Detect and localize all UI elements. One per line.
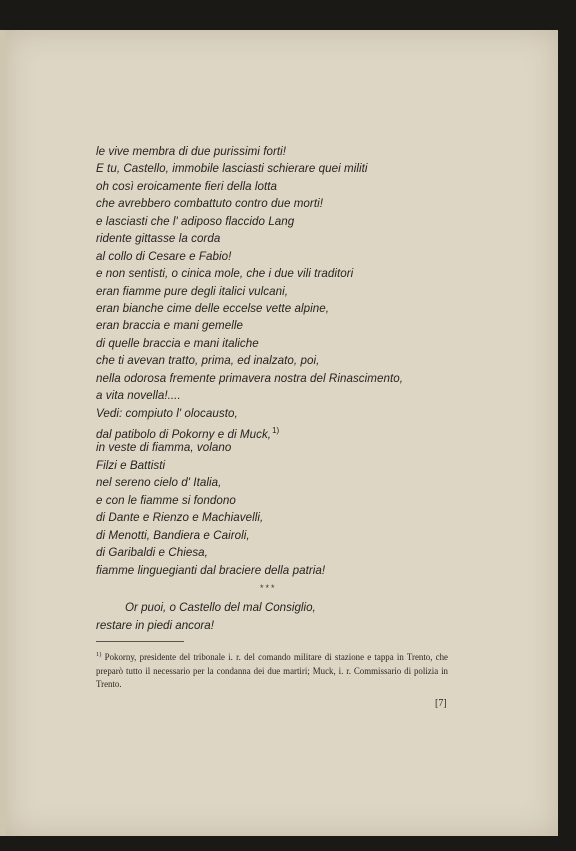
poem-line: al collo di Cesare e Fabio! (96, 249, 232, 263)
poem-line: eran braccia e mani gemelle (96, 319, 243, 333)
closing-line: Or puoi, o Castello del mal Consiglio, (125, 601, 316, 614)
poem-line: e con le fiamme si fondono (96, 493, 236, 507)
footnote-mark: 1) (96, 651, 102, 658)
poem-stanza (96, 143, 536, 579)
poem-line: di Menotti, Bandiera e Cairoli, (96, 528, 250, 542)
poem-line: Filzi e Battisti (96, 458, 166, 472)
poem-line: di quelle braccia e mani italiche (96, 336, 259, 350)
closing-line: restare in piedi ancora! (96, 618, 214, 632)
poem-line: che ti avevan tratto, prima, ed inalzato, poi, (96, 354, 320, 368)
poem-line: che avrebbero combattuto contro due morti! (96, 197, 324, 211)
poem-line: nel sereno cielo d' Italia, (96, 476, 222, 490)
poem-line: e lasciasti che l' adiposo flaccido Lang (96, 214, 295, 228)
closing-stanza (96, 599, 536, 634)
footnote-reference[interactable]: 1) (272, 426, 280, 435)
poem-line: eran bianche cime delle eccelse vette alpine, (96, 301, 329, 315)
poem-line: in veste di fiamma, volano (96, 441, 232, 455)
poem-line: e non sentisti, o cinica mole, che i due vili traditori (96, 267, 354, 281)
footnote-divider (96, 641, 184, 642)
poem-line: di Garibaldi e Chiesa, (96, 546, 208, 560)
poem-line: E tu, Castello, immobile lasciasti schierare quei militi (96, 162, 368, 176)
section-separator: *** (260, 583, 277, 593)
page-number: [7] (435, 698, 447, 709)
poem-line: nella odorosa fremente primavera nostra del Rinascimento, (96, 371, 404, 385)
poem-line: le vive membra di due purissimi forti! (96, 145, 287, 158)
footnote-text: Pokorny, presidente del tribonale i. r. del comando militare di stazione e tappa in Trento, che preparò tutto il necessario per la condanna dei due martiri; Muck, i. r. Commissario di polizia in Trento. (96, 651, 448, 690)
poem-line: fiamme linguegianti dal braciere della patria! (96, 563, 326, 577)
footnote (96, 648, 448, 692)
poem-line: Vedi: compiuto l' olocausto, (96, 406, 238, 420)
poem-line: di Dante e Rienzo e Machiavelli, (96, 511, 264, 525)
poem-line: eran fiamme pure degli italici vulcani, (96, 284, 289, 298)
poem-line: ridente gittasse la corda (96, 232, 221, 246)
poem-line: a vita novella!.... (96, 389, 181, 403)
poem-line-with-footnote (96, 422, 536, 439)
poem-line-text: dal patibolo di Pokorny e di Muck, (96, 427, 272, 441)
poem-line: oh così eroicamente fieri della lotta (96, 179, 278, 193)
